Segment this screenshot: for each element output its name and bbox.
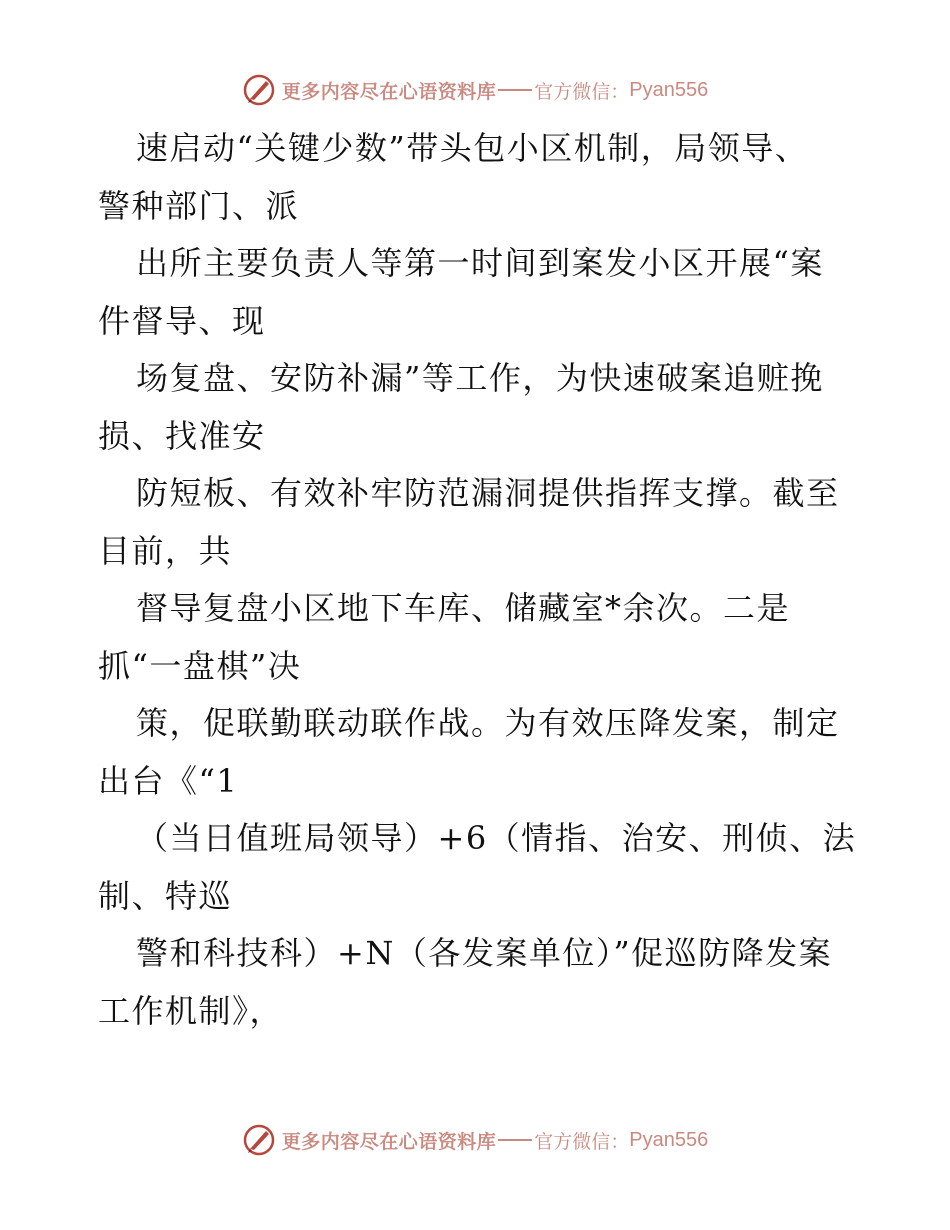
text-line: 件督导、现 — [98, 301, 266, 340]
text-line: 出台《“1 — [98, 761, 239, 800]
text-line: （当日值班局领导）+6（情指、治安、刑侦、法 — [136, 819, 857, 857]
text-line: 策，促联勤联动联作战。为有效压降发案，制定 — [136, 704, 840, 742]
banner-brand-text: 更多内容尽在心语资料库 — [281, 1130, 497, 1153]
banner-brand-text: 更多内容尽在心语资料库 — [281, 80, 497, 103]
text-line: 警种部门、派 — [98, 186, 300, 225]
text-line: 场复盘、安防补漏”等工作，为快速破案追赃挽 — [136, 359, 824, 397]
text-line: 工作机制》， — [98, 991, 284, 1030]
document-body — [98, 120, 858, 1040]
banner-wechat-id: Pyan556 — [629, 78, 709, 101]
text-line: 出所主要负责人等第一时间到案发小区开展“案 — [136, 244, 824, 282]
banner-dash — [498, 1139, 532, 1141]
text-line: 督导复盘小区地下车库、储藏室*余次。二是 — [136, 589, 791, 627]
text-line: 制、特巡 — [98, 876, 233, 915]
text-line: 抓“一盘棋”决 — [98, 646, 302, 685]
banner-wechat-id: Pyan556 — [629, 1128, 709, 1151]
text-line: 速启动“关键少数”带头包小区机制，局领导、 — [136, 129, 809, 167]
banner-dash — [498, 89, 532, 91]
text-line: 警和科技科）+N（各发案单位）”促巡防降发案 — [136, 934, 833, 972]
quill-pen-icon — [242, 73, 276, 107]
header-watermark-banner — [0, 70, 950, 110]
banner-official-label: 官方微信： — [534, 80, 630, 103]
banner-official-label: 官方微信： — [534, 1130, 630, 1153]
footer-watermark-banner — [0, 1120, 950, 1160]
text-line: 目前，共 — [98, 531, 233, 570]
text-line: 防短板、有效补牢防范漏洞提供指挥支撑。截至 — [136, 474, 840, 512]
text-line: 损、找准安 — [98, 416, 266, 455]
quill-pen-icon — [242, 1123, 276, 1157]
